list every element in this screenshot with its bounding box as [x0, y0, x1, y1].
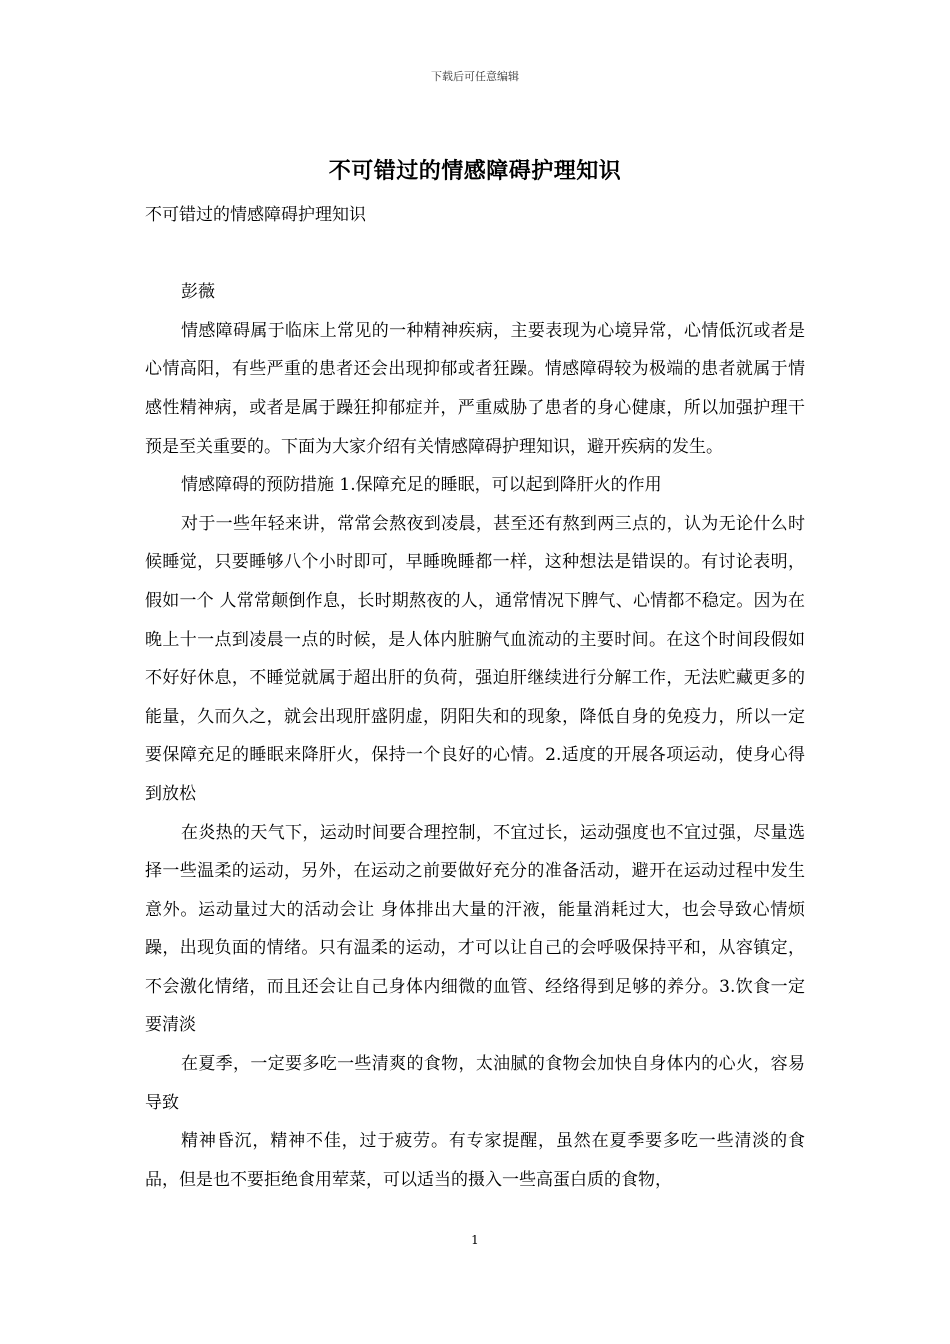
document-title: 不可错过的情感障碍护理知识: [328, 159, 622, 184]
paragraph: 情感障碍的预防措施 1.保障充足的睡眠，可以起到降肝火的作用: [181, 475, 662, 496]
paragraph: 在夏季，一定要多吃一些清爽的食物，太油腻的食物会加快自身体内的心火，容易导致: [145, 1054, 805, 1113]
document-body: [145, 196, 805, 1199]
author-name: 彭薇: [181, 282, 215, 303]
document-subtitle: 不可错过的情感障碍护理知识: [145, 205, 366, 225]
page-number: 1: [471, 1233, 479, 1247]
header-note: 下载后可任意编辑: [431, 70, 519, 83]
paragraph: 情感障碍属于临床上常见的一种精神疾病，主要表现为心境异常，心情低沉或者是心情高阳，有些严重的患者还会出现抑郁或者狂躁。情感障碍较为极端的患者就属于情感性精神病，或者是属于躁狂抑郁症并，严重威胁了患者的身心健康，所以加强护理干预是至关重要的。下面为大家介绍有关情感障碍护理知识，避开疾病的发生。: [145, 320, 805, 457]
paragraph: 对于一些年轻来讲，常常会熬夜到凌晨，甚至还有熬到两三点的，认为无论什么时候睡觉，只要睡够八个小时即可，早睡晚睡都一样，这种想法是错误的。有讨论表明，假如一个 人常常颠倒作息，长时期熬夜的人，通常情况下脾气、心情都不稳定。因为在晚上十一点到凌晨一点的时候，是人体内脏腑气血流动的主要时间。在这个时间段假如不好好休息，不睡觉就属于超出肝的负荷，强迫肝继续进行分解工作，无法贮藏更多的能量，久而久之，就会出现肝盛阴虚，阴阳失和的现象，降低自身的免疫力，所以一定要保障充足的睡眠来降肝火，保持一个良好的心情。2.适度的开展各项运动，使身心得到放松: [145, 513, 805, 804]
blank-line: [145, 235, 805, 274]
paragraph: 在炎热的天气下，运动时间要合理控制，不宜过长，运动强度也不宜过强，尽量选择一些温柔的运动，另外，在运动之前要做好充分的准备活动，避开在运动过程中发生意外。运动量过大的活动会让 身体排出大量的汗液，能量消耗过大，也会导致心情烦躁，出现负面的情绪。只有温柔的运动，才可以让自己的会呼吸保持平和，从容镇定，不会激化情绪，而且还会让自己身体内细微的血管、经络得到足够的养分。3.饮食一定要清淡: [145, 822, 805, 1036]
paragraph: 精神昏沉，精神不佳，过于疲劳。有专家提醒，虽然在夏季要多吃一些清淡的食品，但是也不要拒绝食用荤菜，可以适当的摄入一些高蛋白质的食物，: [145, 1131, 805, 1190]
